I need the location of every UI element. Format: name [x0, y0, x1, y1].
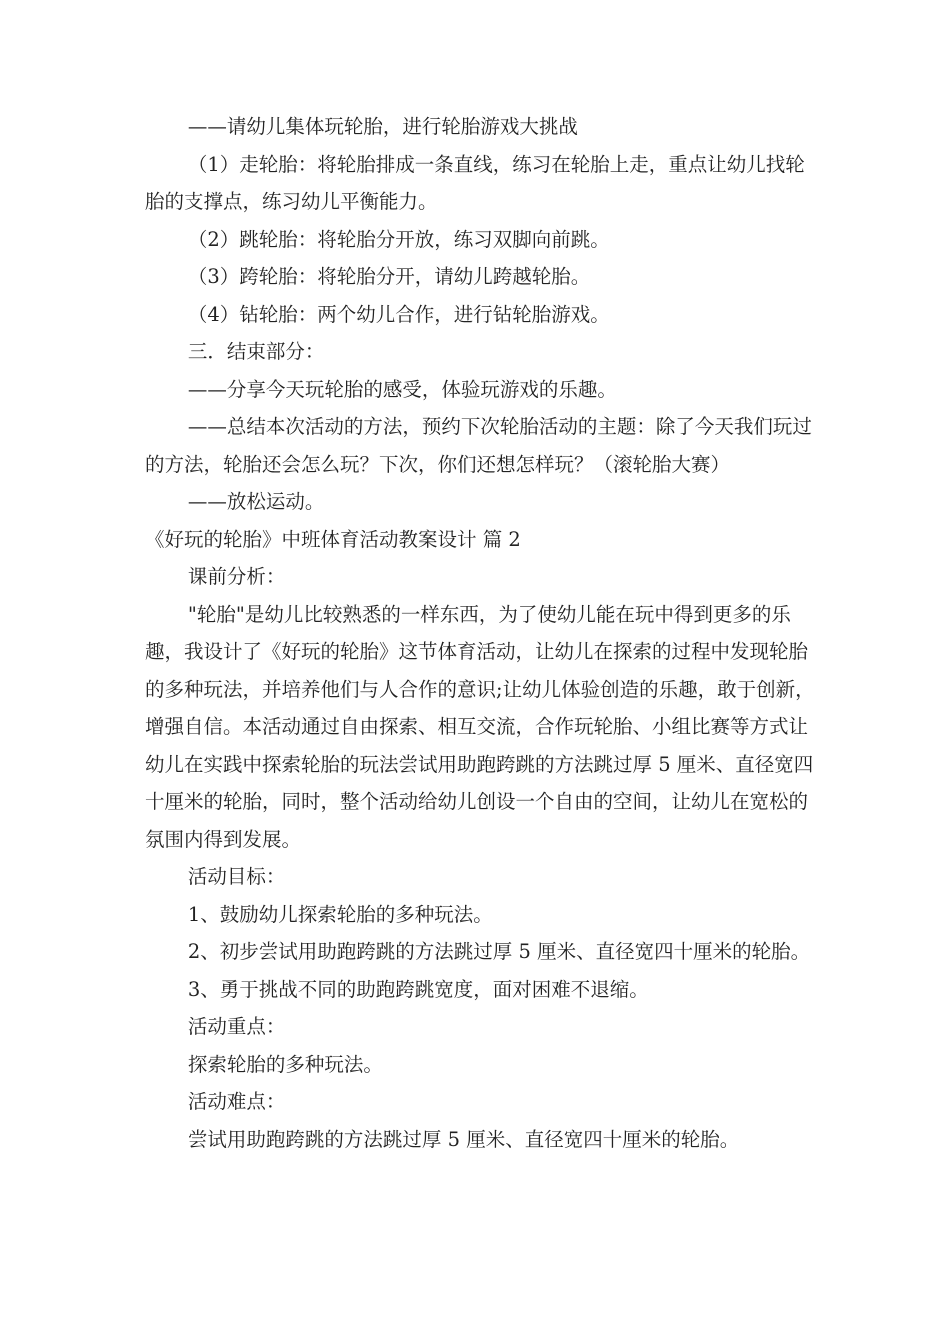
paragraph: ——请幼儿集体玩轮胎，进行轮胎游戏大挑战 — [187, 115, 578, 138]
paragraph: 探索轮胎的多种玩法。 — [187, 1052, 383, 1076]
paragraph: （1）走轮胎：将轮胎排成一条直线，练习在轮胎上走，重点让幼儿找轮胎的支撑点，练习幼儿平衡能力。 — [145, 152, 805, 213]
section-heading: 课前分析： — [187, 565, 286, 588]
section-heading: 活动重点： — [187, 1015, 286, 1038]
paragraph: "轮胎"是幼儿比较熟悉的一样东西，为了使幼儿能在玩中得到更多的乐趣，我设计了《好玩的轮胎》这节体育活动，让幼儿在探索的过程中发现轮胎的多种玩法，并培养他们与人合作的意识;让幼儿体验创造的乐趣，敢于创新，增强自信。本活动通过自由探索、相互交流，合作玩轮胎、小组比赛等方式让幼儿在实践中探索轮胎的玩法尝试用助跑跨跳的方法跳过厚 5 厘米、直径宽四十厘米的轮胎，同时，整个活动给幼儿创设一个自由的空间，让幼儿在宽松的氛围内得到发展。 — [145, 602, 815, 851]
paragraph: （3）跨轮胎：将轮胎分开，请幼儿跨越轮胎。 — [187, 265, 591, 288]
section-heading: 三．结束部分： — [187, 340, 325, 363]
paragraph: ——放松运动。 — [187, 490, 325, 513]
document-title: 《好玩的轮胎》中班体育活动教案设计 篇 2 — [145, 527, 521, 551]
list-item: 3、勇于挑战不同的助跑跨跳宽度，面对困难不退缩。 — [187, 977, 649, 1001]
section-heading: 活动目标： — [187, 865, 286, 888]
section-heading: 活动难点： — [187, 1090, 286, 1113]
document-body — [145, 108, 815, 1158]
list-item: 1、鼓励幼儿探索轮胎的多种玩法。 — [187, 902, 493, 926]
paragraph: ——总结本次活动的方法，预约下次轮胎活动的主题：除了今天我们玩过的方法，轮胎还会怎么玩？下次，你们还想怎样玩？（滚轮胎大赛） — [145, 415, 812, 476]
paragraph: ——分享今天玩轮胎的感受，体验玩游戏的乐趣。 — [187, 377, 617, 401]
paragraph: （4）钻轮胎：两个幼儿合作，进行钻轮胎游戏。 — [187, 302, 610, 326]
paragraph: （2）跳轮胎：将轮胎分开放，练习双脚向前跳。 — [187, 227, 610, 251]
paragraph: 尝试用助跑跨跳的方法跳过厚 5 厘米、直径宽四十厘米的轮胎。 — [187, 1127, 740, 1151]
list-item: 2、初步尝试用助跑跨跳的方法跳过厚 5 厘米、直径宽四十厘米的轮胎。 — [187, 940, 811, 963]
